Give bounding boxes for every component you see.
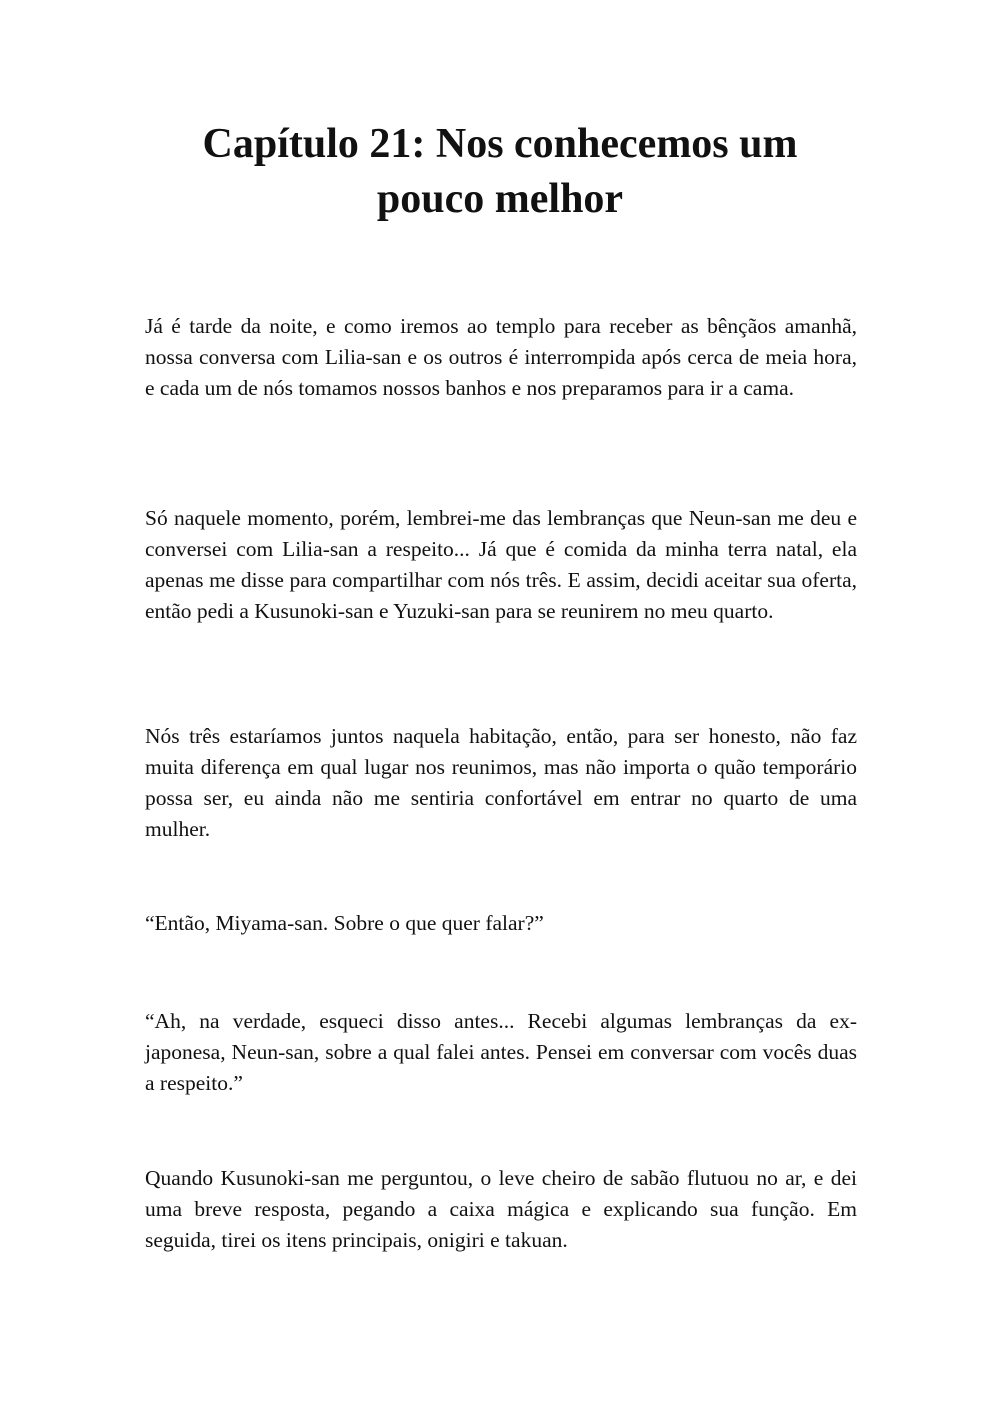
- paragraph: Já é tarde da noite, e como iremos ao templo para receber as bênçãos amanhã, nossa conversa com Lilia-san e os outros é interrompida após cerca de meia hora, e cada um de nós tomamos nossos banhos e nos preparamos para ir a cama.: [145, 314, 857, 400]
- chapter-title: Capítulo 21: Nos conhecemos um pouco melhor: [202, 121, 798, 222]
- paragraph: Só naquele momento, porém, lembrei-me das lembranças que Neun-san me deu e conversei com Lilia-san a respeito... Já que é comida da minha terra natal, ela apenas me disse para compartilhar com nós três. E assim, decidi aceitar sua oferta, então pedi a Kusunoki-san e Yuzuki-san para se reunirem no meu quarto.: [145, 506, 857, 623]
- dialogue-paragraph: “Ah, na verdade, esqueci disso antes... Recebi algumas lembranças da ex-japonesa, Neun-san, sobre a qual falei antes. Pensei em conversar com vocês duas a respeito.”: [145, 1009, 857, 1095]
- paragraph: Quando Kusunoki-san me perguntou, o leve cheiro de sabão flutuou no ar, e dei uma breve resposta, pegando a caixa mágica e explicando sua função. Em seguida, tirei os itens principais, onigiri e takuan.: [145, 1166, 857, 1252]
- dialogue-paragraph: “Então, Miyama-san. Sobre o que quer falar?”: [145, 911, 544, 935]
- paragraph: Nós três estaríamos juntos naquela habitação, então, para ser honesto, não faz muita diferença em qual lugar nos reunimos, mas não importa o quão temporário possa ser, eu ainda não me sentiria confortável em entrar no quarto de uma mulher.: [145, 724, 857, 841]
